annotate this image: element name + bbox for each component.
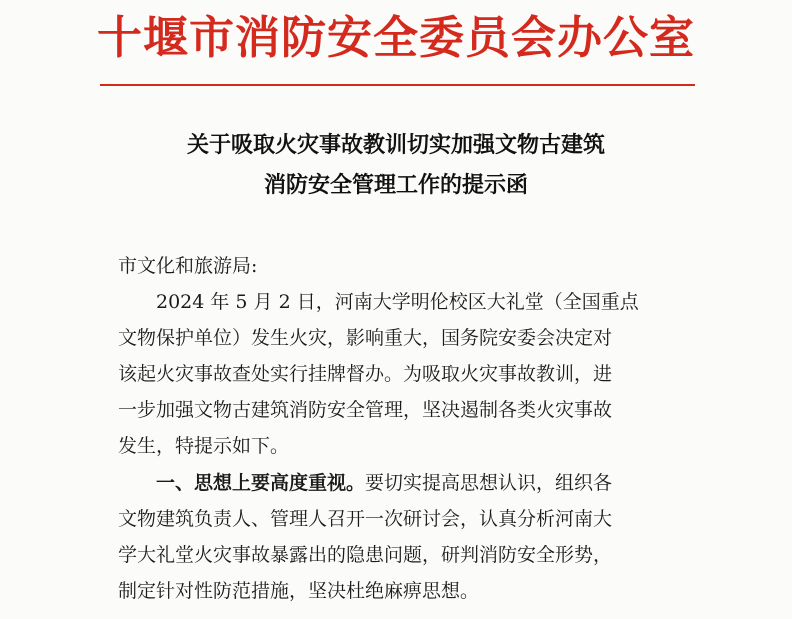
- section-heading-1: 一、思想上要高度重视。: [156, 472, 366, 494]
- paragraph-2-line: 文物建筑负责人、管理人召开一次研讨会，认真分析河南大: [118, 508, 613, 530]
- paragraph-1-line: 该起火灾事故查处实行挂牌督办。为吸取火灾事故教训，进: [118, 363, 613, 385]
- paragraph-2-first-line: [118, 465, 698, 501]
- paragraph-1-line: 文物保护单位）发生火灾，影响重大，国务院安委会决定对: [118, 327, 613, 349]
- paragraph-1-line: 一步加强文物古建筑消防安全管理，坚决遏制各类火灾事故: [118, 399, 613, 421]
- paragraph-2: [118, 465, 698, 609]
- paragraph-1: [118, 284, 698, 464]
- paragraph-1-line: 发生，特提示如下。: [118, 435, 290, 457]
- issuing-office-header: 十堰市消防安全委员会办公室: [96, 11, 695, 64]
- paragraph-2-line-rest: 要切实提高思想认识，组织各: [365, 472, 613, 494]
- paragraph-2-line: 学大礼堂火灾事故暴露出的隐患问题，研判消防安全形势，: [118, 544, 613, 566]
- red-header-rule: [100, 84, 695, 86]
- salutation: 市文化和旅游局:: [118, 255, 258, 277]
- document-title-line-1: 关于吸取火灾事故教训切实加强文物古建筑: [186, 132, 605, 158]
- paragraph-2-line: 制定针对性防范措施，坚决杜绝麻痹思想。: [118, 580, 480, 602]
- document-title-line-2: 消防安全管理工作的提示函: [263, 172, 528, 198]
- paragraph-1-line: 2024 年 5 月 2 日，河南大学明伦校区大礼堂（全国重点: [156, 291, 639, 313]
